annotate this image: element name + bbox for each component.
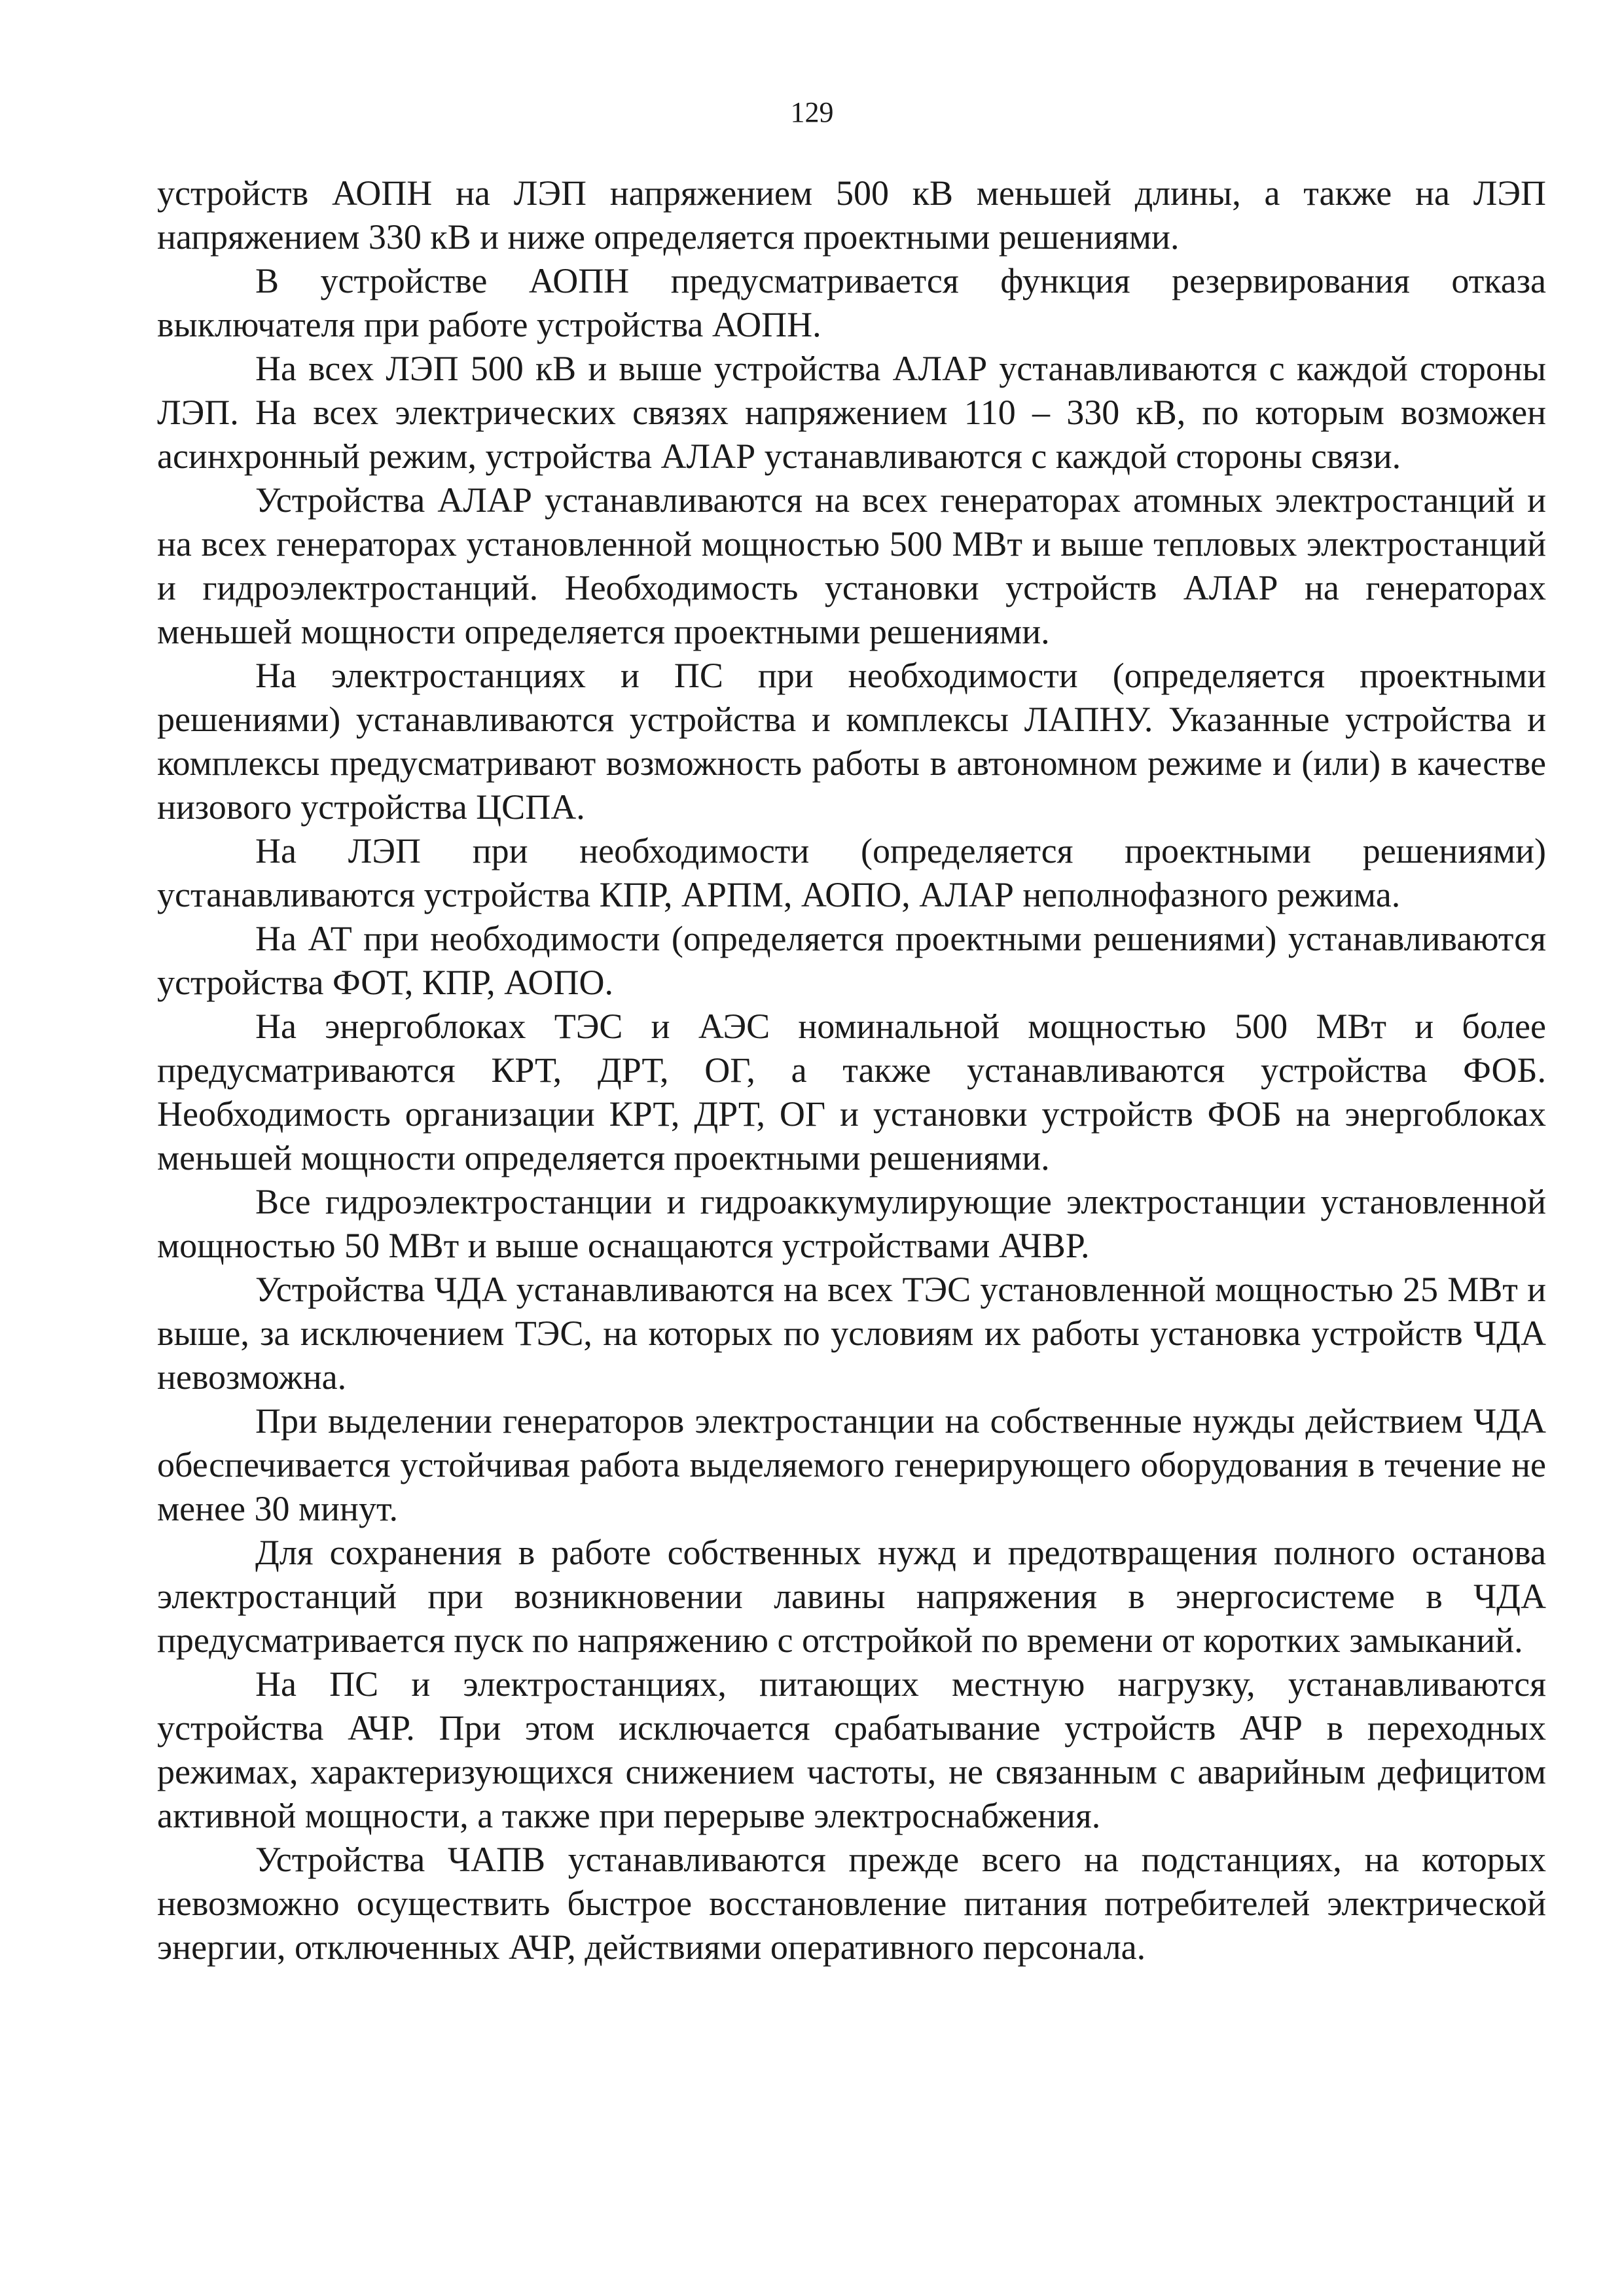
body-text bbox=[157, 171, 1546, 1969]
page-number: 129 bbox=[790, 96, 834, 128]
paragraph-at-devices: На АТ при необходимости (определяется проектными решениями) устанавливаются устройства ФОТ, КПР, АОПО. bbox=[157, 919, 1546, 1002]
paragraph-aopn-breaker-failure: В устройстве АОПН предусматривается функция резервирования отказа выключателя при работе устройства АОПН. bbox=[157, 261, 1546, 344]
paragraph-alar-lines: На всех ЛЭП 500 кВ и выше устройства АЛАР устанавливаются с каждой стороны ЛЭП. На всех электрических связях напряжением 110 – 330 кВ, по которым возможен асинхронный режим, устройства АЛАР устанавливаются с каждой стороны связи. bbox=[157, 349, 1546, 476]
paragraph-power-units: На энергоблоках ТЭС и АЭС номинальной мощностью 500 МВт и более предусматриваются КРТ, ДРТ, ОГ, а также устанавливаются устройства ФОБ. Необходимость организации КРТ, ДРТ, ОГ и установки устройств ФОБ на энергоблоках меньшей мощности определяется проектными решениями. bbox=[157, 1007, 1546, 1177]
paragraph-chda-tes: Устройства ЧДА устанавливаются на всех ТЭС установленной мощностью 25 МВт и выше, за исключением ТЭС, на которых по условиям их работы установка устройств ЧДА невозможна. bbox=[157, 1270, 1546, 1397]
paragraph-lep-devices: На ЛЭП при необходимости (определяется проектными решениями) устанавливаются устройства КПР, АРПМ, АОПО, АЛАР неполнофазного режима. bbox=[157, 831, 1546, 914]
paragraph-chapv: Устройства ЧАПВ устанавливаются прежде всего на подстанциях, на которых невозможно осуществить быстрое восстановление питания потребителей электрической энергии, отключенных АЧР, действиями оперативного персонала. bbox=[157, 1840, 1546, 1967]
paragraph-lapnu: На электростанциях и ПС при необходимости (определяется проектными решениями) устанавливаются устройства и комплексы ЛАПНУ. Указанные устройства и комплексы предусматривают возможность работы в автономном режиме и (или) в качестве низового устройства ЦСПА. bbox=[157, 656, 1546, 827]
paragraph-alar-generators: Устройства АЛАР устанавливаются на всех генераторах атомных электростанций и на всех генераторах установленной мощностью 500 МВт и выше тепловых электростанций и гидроэлектростанций. Необходимость установки устройств АЛАР на генераторах меньшей мощности определяется проектными решениями. bbox=[157, 480, 1546, 651]
paragraph-achr: На ПС и электростанциях, питающих местную нагрузку, устанавливаются устройства АЧР. При этом исключается срабатывание устройств АЧР в переходных режимах, характеризующихся снижением частоты, не связанным с аварийным дефицитом активной мощности, а также при перерыве электроснабжения. bbox=[157, 1664, 1546, 1835]
paragraph-chda-allocation: При выделении генераторов электростанции на собственные нужды действием ЧДА обеспечивается устойчивая работа выделяемого генерирующего оборудования в течение не менее 30 минут. bbox=[157, 1401, 1546, 1528]
paragraph-achvr: Все гидроэлектростанции и гидроаккумулирующие электростанции установленной мощностью 50 МВт и выше оснащаются устройствами АЧВР. bbox=[157, 1182, 1546, 1265]
paragraph-chda-voltage-start: Для сохранения в работе собственных нужд и предотвращения полного останова электростанций при возникновении лавины напряжения в энергосистеме в ЧДА предусматривается пуск по напряжению с отстройкой по времени от коротких замыканий. bbox=[157, 1533, 1546, 1660]
paragraph-aopn-continuation: устройств АОПН на ЛЭП напряжением 500 кВ меньшей длины, а также на ЛЭП напряжением 330 кВ и ниже определяется проектными решениями. bbox=[157, 173, 1546, 257]
